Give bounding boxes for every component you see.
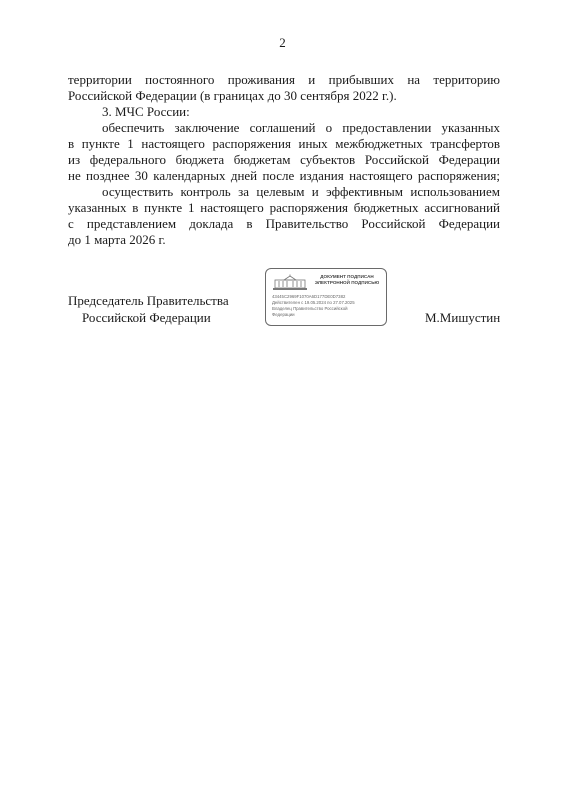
government-building-icon	[272, 274, 308, 291]
paragraph-line: с представлением доклада в Правительство Российской Федерации	[68, 216, 500, 231]
stamp-owner-line2: Федерации	[272, 312, 295, 317]
signatory-position-line1: Председатель Правительства	[68, 293, 229, 308]
paragraph-line: обеспечить заключение соглашений о предоставлении указанных	[102, 120, 500, 135]
paragraph-line: осуществить контроль за целевым и эффективным использованием	[102, 184, 500, 199]
paragraph-line: в пункте 1 настоящего распоряжения иных межбюджетных трансфертов	[68, 136, 500, 151]
stamp-title: ДОКУМЕНТ ПОДПИСАН ЭЛЕКТРОННОЙ ПОДПИСЬЮ	[314, 274, 380, 285]
paragraph-line: до 1 марта 2026 г.	[68, 232, 166, 247]
paragraph-line: указанных в пункте 1 настоящего распоряжения бюджетных ассигнований	[68, 200, 500, 215]
paragraph-line: из федерального бюджета бюджетам субъектов Российской Федерации	[68, 152, 500, 167]
paragraph-line: территории постоянного проживания и прибывших на территорию	[68, 72, 500, 87]
page-number: 2	[279, 35, 286, 50]
stamp-owner-line1: Владелец Правительство Российской	[272, 306, 348, 311]
stamp-certificate: 43445C2969F1070A6D177DE0D7382	[272, 294, 346, 299]
stamp-validity: Действителен с 19.05.2024 по 27.07.2025	[272, 300, 355, 305]
section-heading: 3. МЧС России:	[102, 104, 190, 119]
paragraph-line: Российской Федерации (в границах до 30 сентября 2022 г.).	[68, 88, 397, 103]
signatory-name: М.Мишустин	[425, 310, 501, 325]
electronic-signature-stamp	[265, 268, 387, 326]
paragraph-line: не позднее 30 календарных дней после издания настоящего распоряжения;	[68, 168, 500, 183]
signatory-position	[68, 292, 229, 326]
signatory-position-line2: Российской Федерации	[82, 310, 211, 325]
